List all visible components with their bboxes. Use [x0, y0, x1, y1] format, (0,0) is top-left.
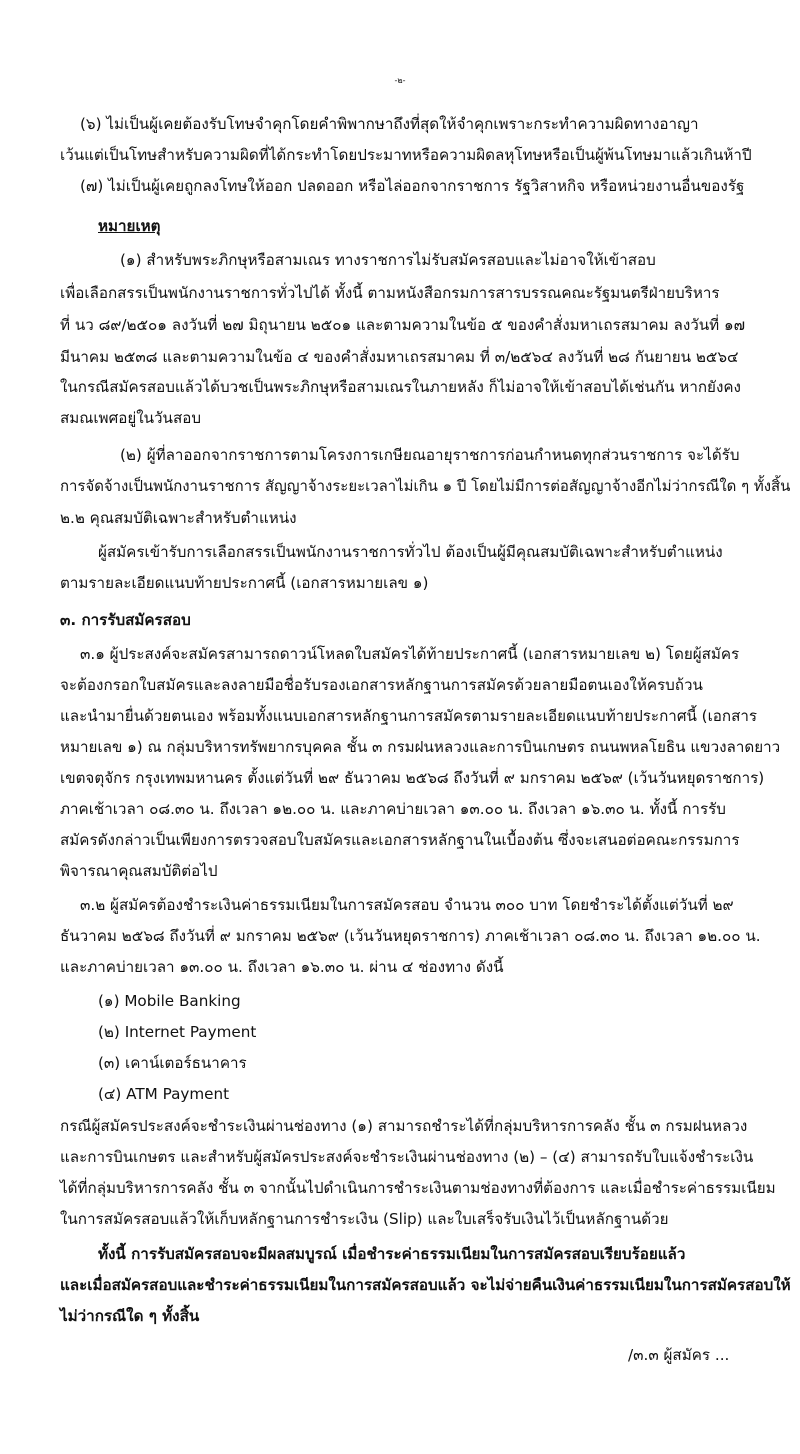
section-3-1-line-7: สมัครดังกล่าวเป็นเพียงการตรวจสอบใบสมัครและเอกสารหลักฐานในเบื้องต้น ซึ่งจะเสนอต่อคณะกรรมการ [60, 831, 740, 849]
note-2-line-1: (๒) ผู้ที่ลาออกจากราชการตามโครงการเกษียณอายุราชการก่อนกำหนดทุกส่วนราชการ จะได้รับ [120, 446, 740, 464]
channel-1: (๑) Mobile Banking [98, 992, 241, 1010]
completion-line-3: ไม่ว่ากรณีใด ๆ ทั้งสิ้น [60, 1307, 200, 1325]
note-1-line-6: สมณเพศอยู่ในวันสอบ [60, 409, 201, 427]
channel-3: (๓) เคาน์เตอร์ธนาคาร [98, 1054, 247, 1072]
section-3-1-line-3: และนำมายื่นด้วยตนเอง พร้อมทั้งแนบเอกสารหลักฐานการสมัครตามรายละเอียดแนบท้ายประกาศนี้ (เอกสาร [60, 707, 758, 725]
section-2-2-line-2: ตามรายละเอียดแนบท้ายประกาศนี้ (เอกสารหมายเลข ๑) [60, 574, 429, 592]
note-1-line-3: ที่ นว ๘๙/๒๕๐๑ ลงวันที่ ๒๗ มิถุนายน ๒๕๐๑ และตามความในข้อ ๕ ของคำสั่งมหาเถรสมาคม ลงวันที่ ๑๗ [60, 316, 746, 334]
channel-2: (๒) Internet Payment [98, 1023, 257, 1041]
section-2-2-heading: ๒.๒ คุณสมบัติเฉพาะสำหรับตำแหน่ง [60, 509, 297, 527]
note-1-line-5: ในกรณีสมัครสอบแล้วได้บวชเป็นพระภิกษุหรือสามเณรในภายหลัง ก็ไม่อาจให้เข้าสอบได้เช่นกัน หากยังคง [60, 378, 741, 396]
section-3-2-line-3: และภาคบ่ายเวลา ๑๓.๐๐ น. ถึงเวลา ๑๖.๓๐ น. ผ่าน ๔ ช่องทาง ดังนี้ [60, 958, 504, 976]
qualification-6-line-1: (๖) ไม่เป็นผู้เคยต้องรับโทษจำคุกโดยคำพิพากษาถึงที่สุดให้จำคุกเพราะกระทำความผิดทางอาญา [80, 115, 699, 133]
section-3-1-line-4: หมายเลข ๑) ณ กลุ่มบริหารทรัพยากรบุคคล ชั้น ๓ กรมฝนหลวงและการบินเกษตร ถนนพหลโยธิน แขวงลาดยาว [60, 738, 781, 756]
section-2-2-line-1: ผู้สมัครเข้ารับการเลือกสรรเป็นพนักงานราชการทั่วไป ต้องเป็นผู้มีคุณสมบัติเฉพาะสำหรับตำแหน่ง [98, 543, 723, 561]
section-3-1-line-1: ๓.๑ ผู้ประสงค์จะสมัครสามารถดาวน์โหลดใบสมัครได้ท้ายประกาศนี้ (เอกสารหมายเลข ๒) โดยผู้สมัคร [80, 645, 740, 663]
section-3-2-line-2: ธันวาคม ๒๕๖๘ ถึงวันที่ ๙ มกราคม ๒๕๖๙ (เว้นวันหยุดราชการ) ภาคเช้าเวลา ๐๘.๓๐ น. ถึงเวลา ๑๒.๐๐ น. [60, 927, 761, 945]
note-1-line-4: มีนาคม ๒๕๓๘ และตามความในข้อ ๔ ของคำสั่งมหาเถรสมาคม ที่ ๓/๒๕๖๔ ลงวันที่ ๒๘ กันยายน ๒๕๖๔ [60, 348, 739, 366]
qualification-7-line: (๗) ไม่เป็นผู้เคยถูกลงโทษให้ออก ปลดออก หรือไล่ออกจากราชการ รัฐวิสาหกิจ หรือหน่วยงานอื่นของรัฐ [80, 177, 745, 195]
payment-info-line-1: กรณีผู้สมัครประสงค์จะชำระเงินผ่านช่องทาง (๑) สามารถชำระได้ที่กลุ่มบริหารการคลัง ชั้น ๓ กรมฝนหลวง [60, 1117, 748, 1135]
section-3-1-line-6: ภาคเช้าเวลา ๐๘.๓๐ น. ถึงเวลา ๑๒.๐๐ น. และภาคบ่ายเวลา ๑๓.๐๐ น. ถึงเวลา ๑๖.๓๐ น. ทั้งนี้ การรับ [60, 800, 726, 818]
note-1-line-2: เพื่อเลือกสรรเป็นพนักงานราชการทั่วไปได้ ทั้งนี้ ตามหนังสือกรมการสารบรรณคณะรัฐมนตรีฝ่ายบริหาร [60, 284, 720, 302]
completion-line-1: ทั้งนี้ การรับสมัครสอบจะมีผลสมบูรณ์ เมื่อชำระค่าธรรมเนียมในการสมัครสอบเรียบร้อยแล้ว [98, 1245, 686, 1263]
section-3-1-line-2: จะต้องกรอกใบสมัครและลงลายมือชื่อรับรองเอกสารหลักฐานการสมัครด้วยลายมือตนเองให้ครบถ้วน [60, 676, 703, 694]
payment-info-line-2: และการบินเกษตร และสำหรับผู้สมัครประสงค์จะชำระเงินผ่านช่องทาง (๒) – (๔) สามารถรับใบแจ้งชำระเงิน [60, 1148, 754, 1166]
note-1-line-1: (๑) สำหรับพระภิกษุหรือสามเณร ทางราชการไม่รับสมัครสอบและไม่อาจให้เข้าสอบ [120, 251, 656, 269]
section-3-1-line-8: พิจารณาคุณสมบัติต่อไป [60, 862, 218, 880]
continuation-marker: /๓.๓ ผู้สมัคร ... [628, 1346, 730, 1364]
payment-info-line-3: ได้ที่กลุ่มบริหารการคลัง ชั้น ๓ จากนั้นไปดำเนินการชำระเงินตามช่องทางที่ต้องการ และเมื่อชำระค่าธรรมเนียม [60, 1179, 776, 1197]
section-3-heading: ๓. การรับสมัครสอบ [60, 611, 191, 629]
qualification-6-line-2: เว้นแต่เป็นโทษสำหรับความผิดที่ได้กระทำโดยประมาทหรือความผิดลหุโทษหรือเป็นผู้พ้นโทษมาแล้วเกินห้าปี [60, 146, 752, 164]
completion-line-2: และเมื่อสมัครสอบและชำระค่าธรรมเนียมในการสมัครสอบแล้ว จะไม่จ่ายคืนเงินค่าธรรมเนียมในการสมัครสอบให้ [60, 1276, 791, 1294]
payment-info-line-4: ในการสมัครสอบแล้วให้เก็บหลักฐานการชำระเงิน (Slip) และใบเสร็จรับเงินไว้เป็นหลักฐานด้วย [60, 1210, 669, 1228]
note-heading: หมายเหตุ [98, 217, 161, 235]
section-3-1-line-5: เขตจตุจักร กรุงเทพมหานคร ตั้งแต่วันที่ ๒๙ ธันวาคม ๒๕๖๘ ถึงวันที่ ๙ มกราคม ๒๕๖๙ (เว้นวันหยุดราชการ) [60, 769, 765, 787]
note-2-line-2: การจัดจ้างเป็นพนักงานราชการ สัญญาจ้างระยะเวลาไม่เกิน ๑ ปี โดยไม่มีการต่อสัญญาจ้างอีกไม่ว่ากรณีใด ๆ ทั้งสิ้น [60, 477, 791, 495]
channel-4: (๔) ATM Payment [98, 1085, 230, 1103]
section-3-2-line-1: ๓.๒ ผู้สมัครต้องชำระเงินค่าธรรมเนียมในการสมัครสอบ จำนวน ๓๐๐ บาท โดยชำระได้ตั้งแต่วันที่ ๒๙ [80, 896, 734, 914]
page-number: -๒- [394, 76, 406, 85]
